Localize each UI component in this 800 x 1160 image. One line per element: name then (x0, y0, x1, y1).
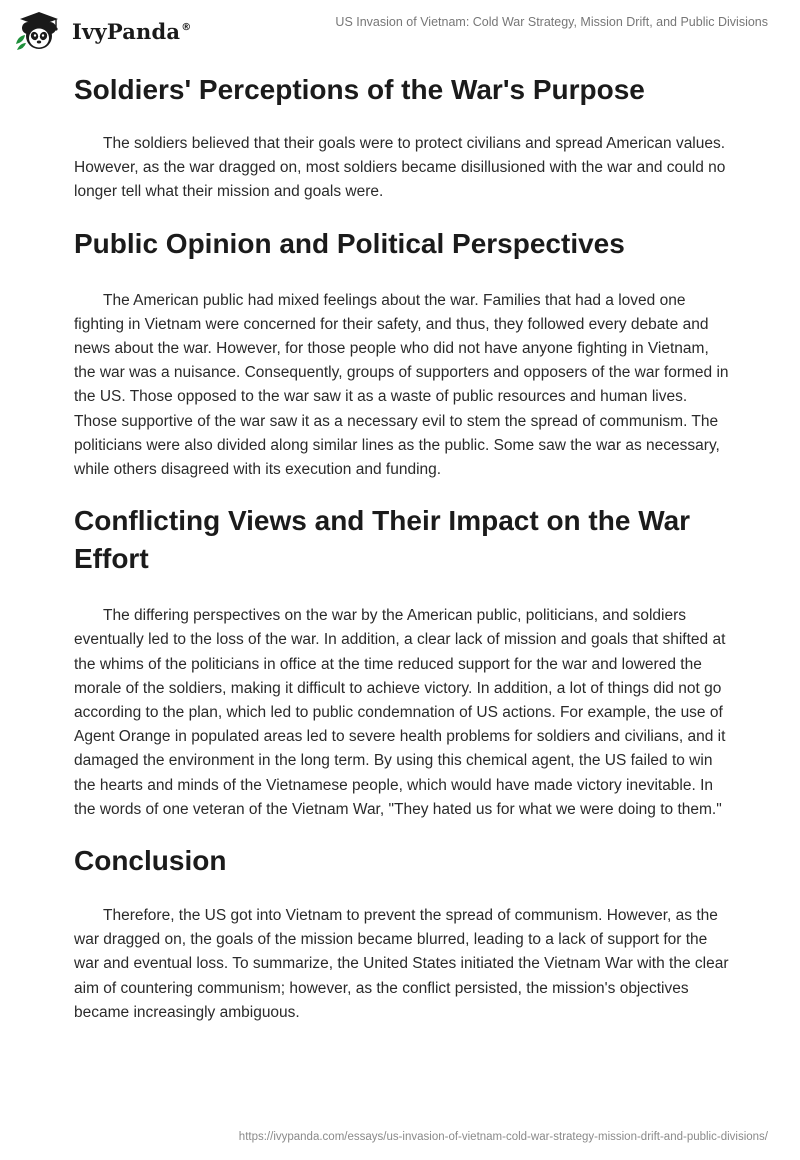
section-paragraph: The American public had mixed feelings about the war. Families that had a loved one fighting in Vietnam were concerned for their safety, and thus, they followed every debate and news about the war. However, for those people who did not have anyone fighting in Vietnam, the war was a nuisance. Consequently, groups of supporters and opposers of the war formed in the US. Those opposed to the war saw it as a waste of public resources and human lives. Those supportive of the war saw it as a necessary evil to stem the spread of communism. The politicians were also divided along similar lines as the public. Some saw the war as necessary, while others disagreed with its execution and funding. (74, 291, 729, 479)
section-heading: Conclusion (74, 845, 227, 877)
document-title: US Invasion of Vietnam: Cold War Strategy, Mission Drift, and Public Divisions (335, 15, 768, 29)
section-paragraph: Therefore, the US got into Vietnam to prevent the spread of communism. However, as the war dragged on, the goals of the mission became blurred, leading to a lack of support for the war and eventual loss. To summarize, the United States initiated the Vietnam War with the clear aim of countering communism; however, as the conflict persisted, the mission's objectives became increasingly ambiguous. (74, 907, 729, 1021)
section-paragraph: The soldiers believed that their goals were to protect civilians and spread American values. However, as the war dragged on, most soldiers became disillusioned with the war and could no longer tell what their mission and goals were. (74, 135, 726, 201)
section-soldiers-perceptions (74, 71, 734, 205)
logo-wordmark: IvyPanda® (72, 18, 192, 44)
section-heading: Public Opinion and Political Perspectives (74, 227, 625, 259)
section-conclusion (74, 842, 734, 1025)
section-public-opinion (74, 225, 734, 483)
essay-content (74, 70, 734, 1025)
page-header (0, 0, 800, 60)
section-heading: Conflicting Views and Their Impact on the War Effort (74, 505, 691, 575)
ivypanda-logo[interactable] (14, 8, 191, 52)
section-conflicting-views (74, 502, 734, 822)
section-paragraph: The differing perspectives on the war by the American public, politicians, and soldiers eventually led to the loss of the war. In addition, a clear lack of mission and goals that shifted at the whims of the politicians in office at the time reduced support for the war and lowered the morale of the soldiers, making it difficult to achieve victory. In addition, a lot of things did not go according to the plan, which led to public condemnation of US actions. For example, the use of Agent Orange in populated areas led to severe health problems for soldiers and civilians, and it damaged the environment in the long term. By using this chemical agent, the US failed to win the hearts and minds of the Vietnamese people, which would have made victory inevitable. In the words of one veteran of the Vietnam War, "They hated us for what we were doing to them." (74, 607, 726, 818)
panda-graduation-cap-icon (14, 8, 66, 52)
source-url-link[interactable]: https://ivypanda.com/essays/us-invasion-of-vietnam-cold-war-strategy-mission-drift-and-public-divisions/ (238, 1131, 768, 1143)
section-heading: Soldiers' Perceptions of the War's Purpose (74, 74, 645, 105)
